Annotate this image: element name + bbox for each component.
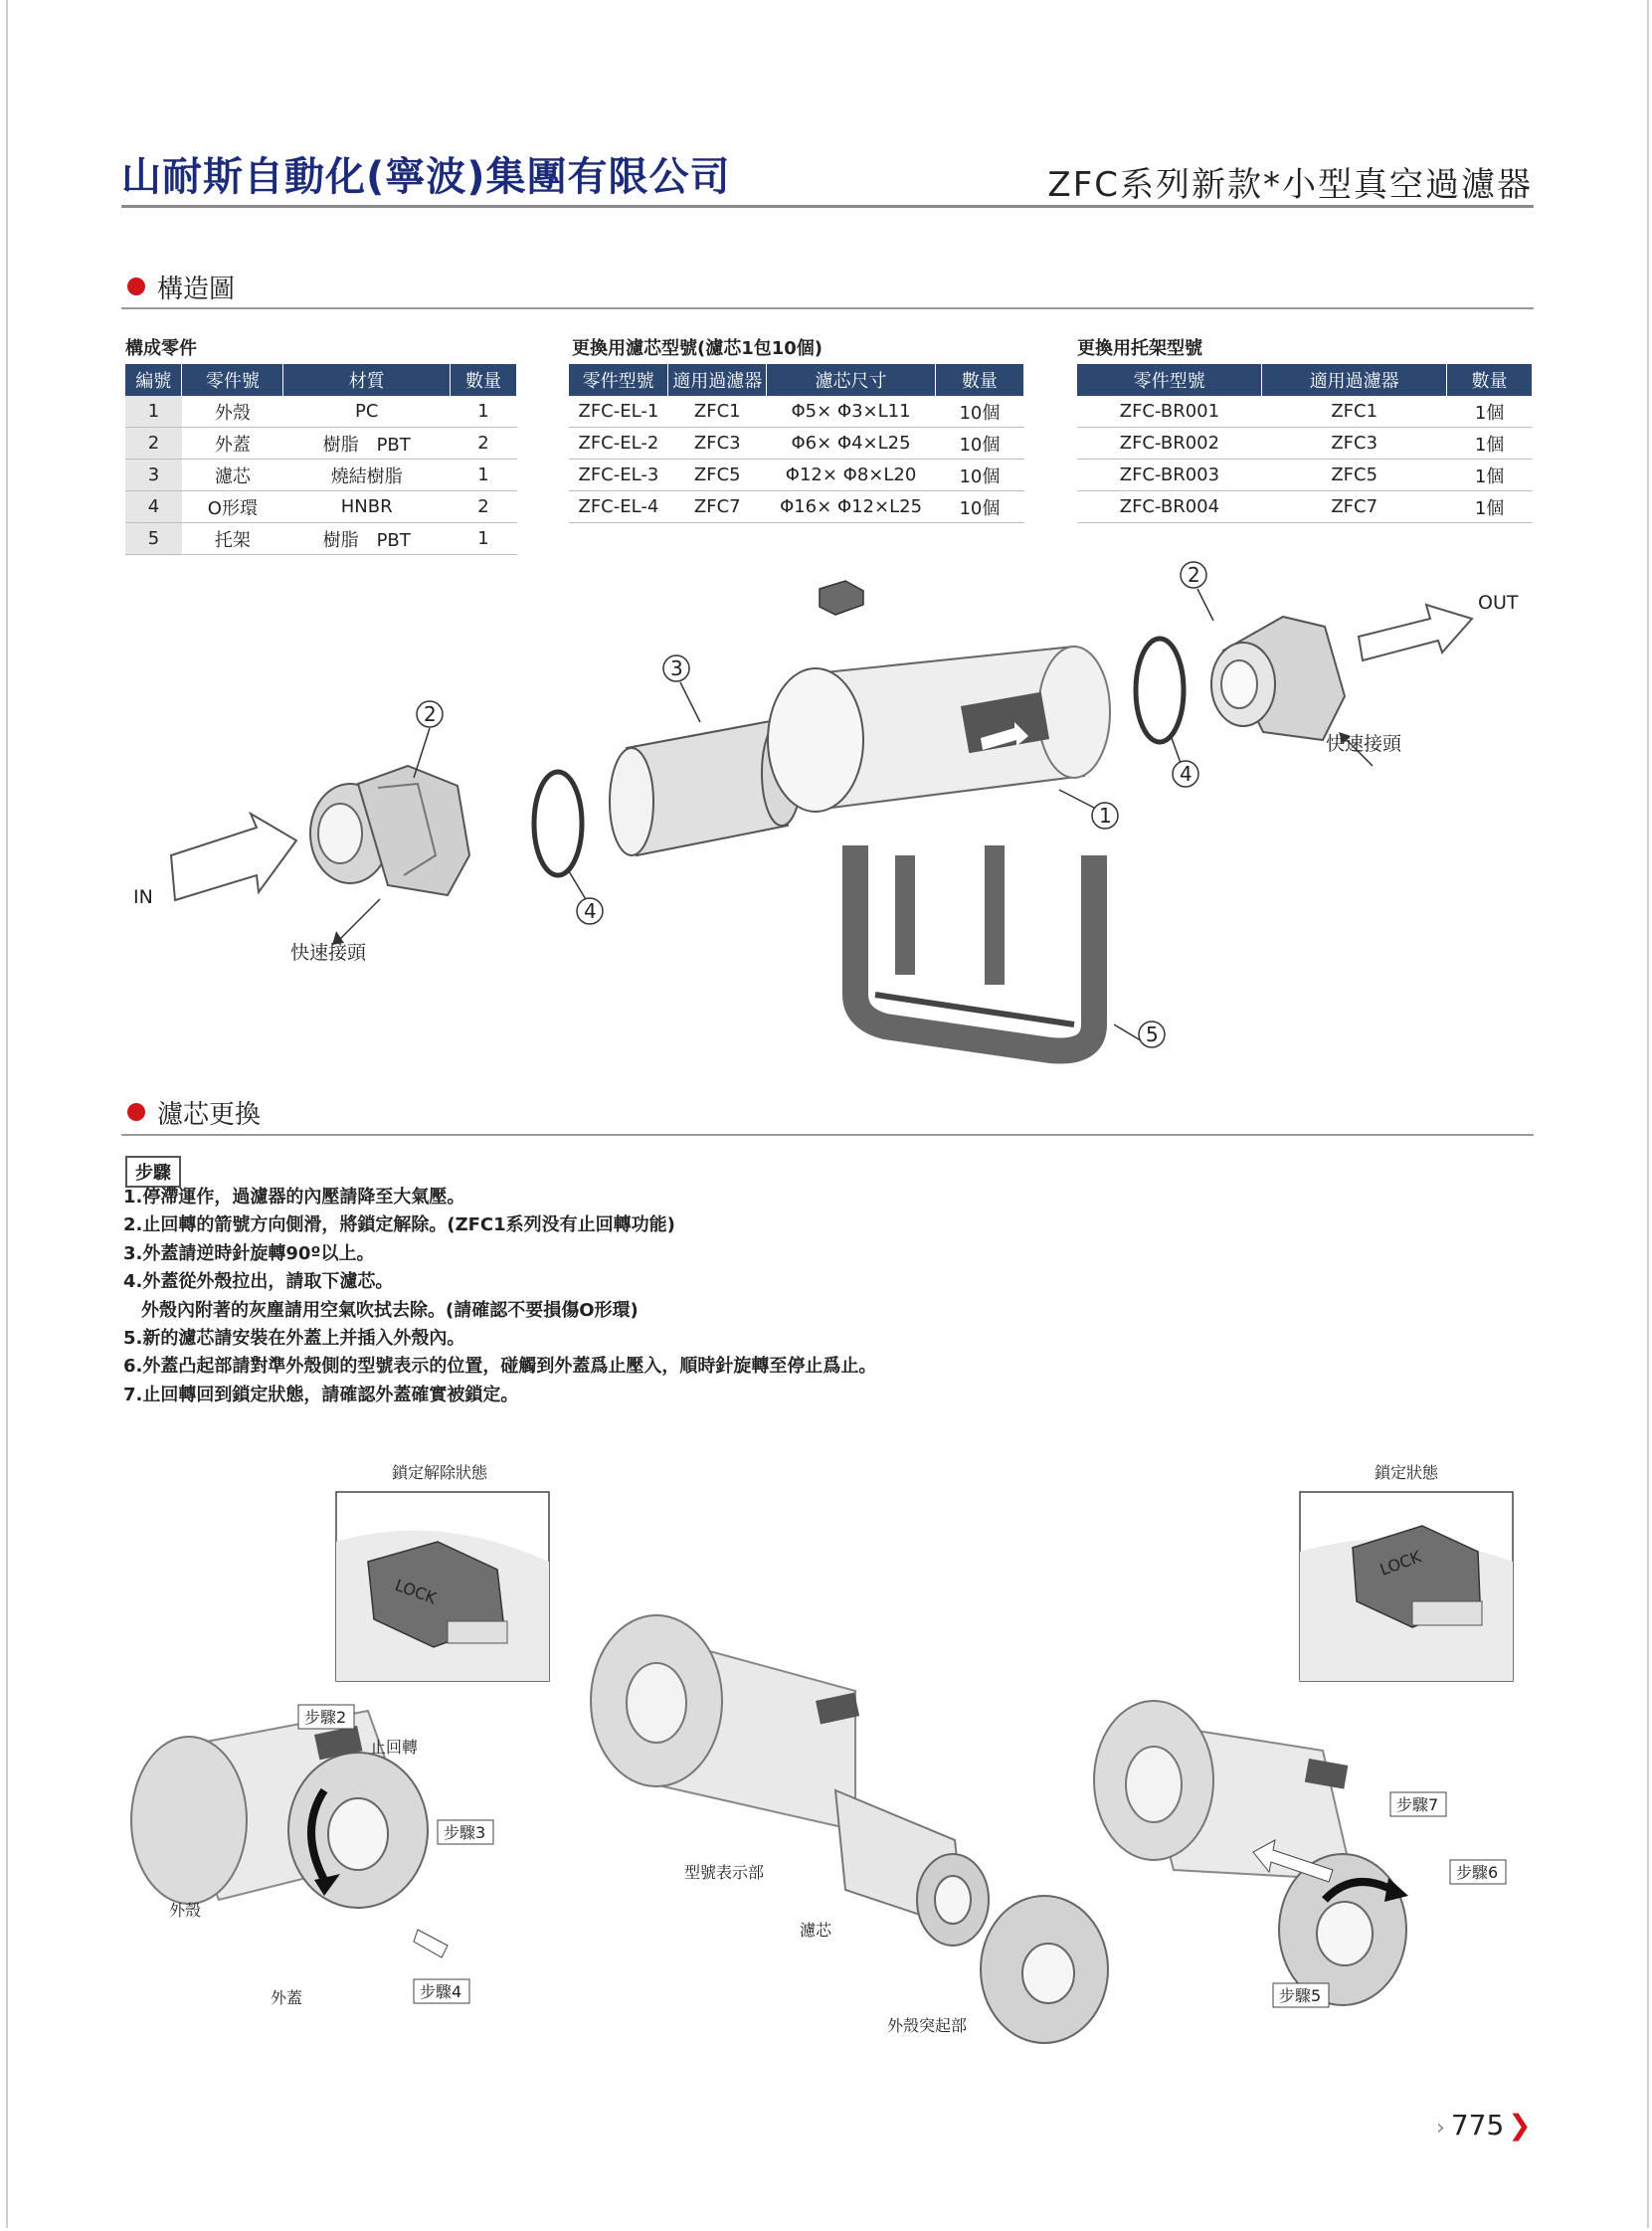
section-structure-heading [127, 269, 235, 305]
table-cell: ZFC-EL-4 [569, 491, 668, 523]
step3-text: 步驟3 [444, 1823, 486, 1842]
table-cell: 燒結樹脂 [283, 460, 451, 491]
steps-list [123, 1184, 876, 1409]
table-cell: 1個 [1447, 428, 1533, 460]
quick-connector-label-left: 快速接頭 [290, 942, 367, 964]
replacement-figures [119, 1452, 1552, 2049]
table-cell: 3 [125, 460, 182, 491]
out-label: OUT [1478, 592, 1519, 614]
table-cell: ZFC1 [668, 396, 767, 428]
quick-connector-label-right: 快速接頭 [1326, 733, 1402, 755]
table-cell: 10個 [935, 491, 1023, 523]
step7-text: 步驟7 [1396, 1795, 1439, 1814]
right-quick-connector [1211, 617, 1345, 740]
table-cell: 5 [125, 523, 182, 555]
bullet-icon [127, 278, 145, 295]
exploded-view-diagram [119, 557, 1552, 1074]
lock-clip [820, 581, 863, 615]
step-item: 5.新的濾芯請安裝在外蓋上并插入外殼內。 [123, 1327, 465, 1349]
bracket-table [1077, 364, 1533, 523]
table-row [1077, 460, 1533, 491]
step-item: 7.止回轉回到鎖定狀態，請確認外蓋確實被鎖定。 [123, 1384, 519, 1405]
o-ring-left [534, 772, 582, 875]
step-item: 2.止回轉的箭號方向側滑，將鎖定解除。(ZFC1系列没有止回轉功能) [123, 1214, 675, 1236]
company-name: 山耐斯自動化(寧波)集團有限公司 [121, 154, 731, 200]
table-cell: Φ16× Φ12×L25 [767, 491, 936, 523]
chevron-right-icon: › [1436, 2116, 1445, 2140]
element-table-caption: 更換用濾芯型號(濾芯1包10個) [572, 338, 824, 359]
section-replacement-heading [127, 1094, 261, 1131]
table-cell: ZFC-BR003 [1077, 460, 1262, 491]
table-cell: ZFC-BR002 [1077, 428, 1262, 460]
step4-text: 步驟4 [420, 1982, 462, 2001]
cover-label: 外蓋 [271, 1988, 303, 2007]
model-display-label: 型號表示部 [684, 1863, 765, 1882]
left-quick-connector [310, 766, 469, 895]
column-header: 數量 [935, 364, 1023, 396]
table-cell: Φ12× Φ8×L20 [767, 460, 936, 491]
step4-arrow-icon [414, 1930, 448, 1957]
callout-4-left-text: 4 [584, 899, 597, 923]
table-cell: 10個 [935, 396, 1023, 428]
callout-2-right-text: 2 [1188, 563, 1200, 587]
in-arrow-icon [171, 814, 296, 900]
header-divider [121, 205, 1534, 208]
table-row [125, 491, 517, 523]
table-cell: ZFC7 [1262, 491, 1447, 523]
column-header: 零件號 [182, 364, 283, 396]
table-header-row [1077, 364, 1533, 396]
document-title: ZFC系列新款*小型真空過濾器 [1047, 165, 1533, 205]
table-row [125, 523, 517, 555]
section-replacement-title: 濾芯更換 [157, 1100, 262, 1130]
table-cell: Φ6× Φ4×L25 [767, 428, 936, 460]
section-structure-title: 構造圖 [157, 275, 236, 304]
section-divider [121, 1134, 1534, 1136]
right-assembly [1094, 1701, 1408, 2005]
table-row [125, 396, 517, 428]
table-cell: 1 [451, 460, 517, 491]
column-header: 適用過濾器 [668, 364, 767, 396]
step-item: 6.外蓋凸起部請對準外殼側的型號表示的位置，碰觸到外蓋爲止壓入，順時針旋轉至停止爲止。 [123, 1356, 877, 1378]
unlocked-state-label: 鎖定解除狀態 [392, 1463, 488, 1482]
column-header: 適用過濾器 [1262, 364, 1447, 396]
column-header: 零件型號 [569, 364, 668, 396]
table-cell: 1個 [1447, 460, 1533, 491]
in-label: IN [133, 886, 153, 908]
table-cell: ZFC3 [668, 428, 767, 460]
table-cell: ZFC-BR001 [1077, 396, 1262, 428]
table-row [125, 460, 517, 491]
table-cell: 1個 [1447, 396, 1533, 428]
table-cell: ZFC7 [668, 491, 767, 523]
step-item: 4.外蓋從外殼拉出，請取下濾芯。 [123, 1271, 394, 1293]
column-header: 材質 [283, 364, 451, 396]
lock-text-locked: LOCK [1377, 1547, 1424, 1580]
table-cell: 2 [451, 428, 517, 460]
middle-assembly [591, 1615, 1108, 2043]
callout-4-right-text: 4 [1180, 762, 1193, 786]
step5-text: 步驟5 [1279, 1986, 1322, 2005]
page-number [1436, 2109, 1532, 2141]
table-cell: ZFC-EL-1 [569, 396, 668, 428]
column-header: 數量 [451, 364, 517, 396]
table-cell: ZFC5 [668, 460, 767, 491]
callout-2-left-text: 2 [424, 702, 437, 726]
bracket [855, 845, 1094, 1050]
parts-table [125, 364, 517, 555]
page-number-text: 775 [1450, 2109, 1505, 2141]
table-cell: 樹脂 PBT [283, 523, 451, 555]
table-row [569, 428, 1024, 460]
table-cell: 1 [125, 396, 182, 428]
table-cell: 10個 [935, 460, 1023, 491]
table-cell: 1 [451, 523, 517, 555]
housing-label-left: 外殼 [169, 1901, 202, 1920]
column-header: 數量 [1447, 364, 1533, 396]
table-cell: 2 [125, 428, 182, 460]
locked-inset [1300, 1492, 1513, 1681]
step2-text: 步驟2 [304, 1708, 347, 1727]
table-cell: ZFC5 [1262, 460, 1447, 491]
table-row [569, 460, 1024, 491]
bracket-table-caption: 更換用托架型號 [1077, 338, 1202, 359]
element-table [569, 364, 1024, 523]
column-header: 編號 [125, 364, 182, 396]
column-header: 零件型號 [1077, 364, 1262, 396]
table-cell: 外殼 [182, 396, 283, 428]
table-row [125, 428, 517, 460]
step-item: 3.外蓋請逆時針旋轉90º以上。 [123, 1242, 375, 1264]
table-cell: 10個 [935, 428, 1023, 460]
table-cell: ZFC-BR004 [1077, 491, 1262, 523]
stopper-label: 止回轉 [370, 1738, 419, 1757]
column-header: 濾芯尺寸 [767, 364, 936, 396]
table-cell: ZFC3 [1262, 428, 1447, 460]
step-item: 外殼內附著的灰塵請用空氣吹拭去除。(請確認不要損傷O形環) [123, 1299, 639, 1321]
step-item: 1.停滯運作，過濾器的內壓請降至大氣壓。 [123, 1187, 465, 1208]
housing-protrusion-label: 外殼突起部 [887, 2016, 968, 2035]
table-cell: 濾芯 [182, 460, 283, 491]
table-cell: HNBR [283, 491, 451, 523]
housing [768, 647, 1110, 812]
table-cell: 2 [451, 491, 517, 523]
table-cell: Φ5× Φ3×L11 [767, 396, 936, 428]
table-cell: ZFC-EL-2 [569, 428, 668, 460]
table-cell: 托架 [182, 523, 283, 555]
table-cell: 1個 [1447, 491, 1533, 523]
bullet-icon [127, 1103, 145, 1121]
table-cell: ZFC-EL-3 [569, 460, 668, 491]
callout-5-text: 5 [1146, 1023, 1159, 1046]
table-cell: PC [283, 396, 451, 428]
callout-3-text: 3 [670, 656, 683, 680]
out-arrow-icon [1359, 605, 1472, 660]
callout-1-text: 1 [1099, 804, 1112, 828]
table-cell: O形環 [182, 491, 283, 523]
table-row [1077, 396, 1533, 428]
table-row [1077, 428, 1533, 460]
table-cell: 1 [451, 396, 517, 428]
chevron-right-red-icon: ❯ [1508, 2109, 1532, 2141]
table-row [569, 491, 1024, 523]
o-ring-right [1136, 639, 1184, 742]
table-cell: 樹脂 PBT [283, 428, 451, 460]
table-cell: 4 [125, 491, 182, 523]
table-cell: 外蓋 [182, 428, 283, 460]
section-divider [121, 307, 1534, 309]
locked-state-label: 鎖定狀態 [1375, 1463, 1439, 1482]
parts-table-caption: 構成零件 [125, 338, 197, 359]
table-header-row [569, 364, 1024, 396]
step6-text: 步驟6 [1456, 1863, 1499, 1882]
table-cell: ZFC1 [1262, 396, 1447, 428]
table-row [1077, 491, 1533, 523]
element-label: 濾芯 [800, 1921, 832, 1940]
lock-text-unlocked: LOCK [392, 1575, 440, 1608]
steps-label: 步驟 [125, 1156, 181, 1188]
table-header-row [125, 364, 517, 396]
table-row [569, 396, 1024, 428]
unlocked-inset [336, 1492, 549, 1681]
